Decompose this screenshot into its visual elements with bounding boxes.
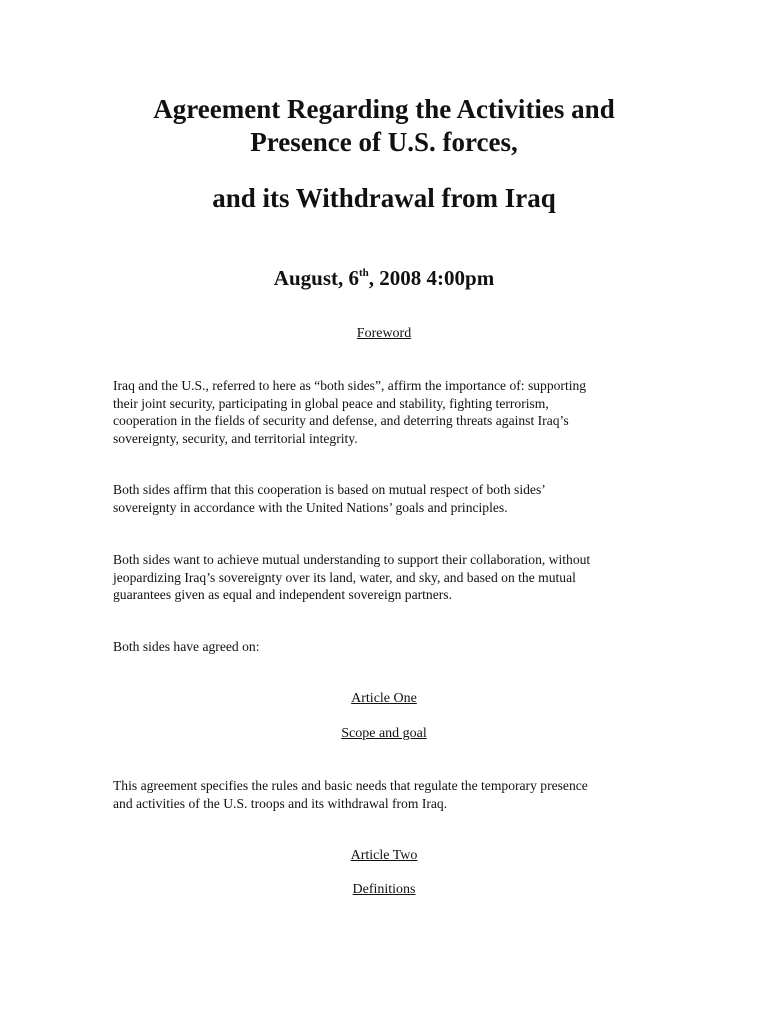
title-line-1: Agreement Regarding the Activities and	[153, 94, 615, 124]
document-date	[0, 264, 768, 292]
paragraph-line: cooperation in the fields of security and defense, and deterring threats against Iraq’s	[113, 413, 569, 428]
article-two-heading-text: Article Two	[350, 848, 418, 863]
article-two-heading	[0, 847, 768, 865]
paragraph-line: and activities of the U.S. troops and its withdrawal from Iraq.	[113, 795, 448, 811]
article-one-subheading-text: Scope and goal	[341, 726, 427, 741]
foreword-heading	[0, 325, 768, 343]
paragraph-line: Both sides affirm that this cooperation is based on mutual respect of both sides’	[113, 482, 546, 497]
paragraph-foreword-1	[113, 377, 673, 447]
date-superscript: th	[359, 267, 369, 279]
paragraph-line: Iraq and the U.S., referred to here as “both sides”, affirm the importance of: supporting	[113, 378, 587, 393]
paragraph-line: Both sides have agreed on:	[113, 639, 260, 654]
paragraph-line: Both sides want to achieve mutual understanding to support their collaboration, without	[113, 552, 591, 567]
article-one-heading-text: Article One	[351, 691, 417, 706]
foreword-heading-text: Foreword	[356, 326, 412, 341]
paragraph-foreword-2	[113, 481, 673, 516]
paragraph-line: jeopardizing Iraq’s sovereignty over its land, water, and sky, and based on the mutual	[113, 569, 576, 585]
paragraph-line: sovereignty, security, and territorial integrity.	[113, 430, 358, 446]
paragraph-line: guarantees given as equal and independent sovereign partners.	[113, 587, 452, 602]
article-two-subheading	[0, 881, 768, 899]
date-prefix: August, 6	[273, 266, 359, 290]
article-one-subheading	[0, 725, 768, 743]
paragraph-line: sovereignty in accordance with the United Nations’ goals and principles.	[113, 499, 508, 515]
article-two-subheading-text: Definitions	[352, 882, 416, 897]
article-one-heading	[0, 690, 768, 708]
paragraph-article-one	[113, 777, 673, 812]
title-line-2: Presence of U.S. forces,	[250, 127, 518, 157]
paragraph-agreed-on	[113, 638, 673, 656]
paragraph-line: This agreement specifies the rules and basic needs that regulate the temporary presence	[113, 778, 588, 793]
date-suffix: , 2008 4:00pm	[368, 266, 495, 290]
title-line-3: and its Withdrawal from Iraq	[212, 183, 556, 213]
paragraph-line: their joint security, participating in global peace and stability, fighting terrorism,	[113, 395, 549, 411]
paragraph-foreword-3	[113, 551, 673, 604]
